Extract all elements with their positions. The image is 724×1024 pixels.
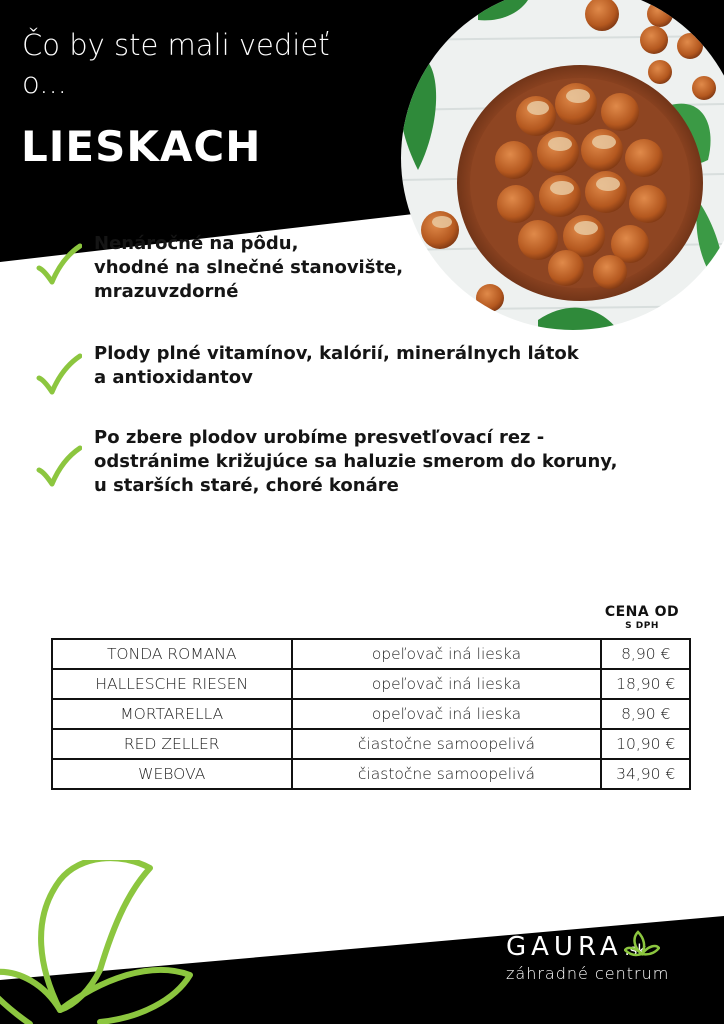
note-cell: opeľovač iná lieska [292,669,602,699]
price-cell: 10,90 € [601,729,690,759]
feature-text: Plody plné vitamínov, kalórií, minerálnych látok a antioxidantov [94,343,579,388]
variety-cell: MORTARELLA [52,699,292,729]
table-row [52,729,690,759]
variety-cell: HALLESCHE RIESEN [52,669,292,699]
note-cell: opeľovač iná lieska [292,639,602,669]
feature-item [36,342,716,426]
table-row [52,759,690,789]
checkmark-icon [36,352,82,398]
table-row [52,699,690,729]
variety-cell: WEBOVA [52,759,292,789]
price-column-header [596,604,688,631]
price-table [51,638,691,790]
note-cell: opeľovač iná lieska [292,699,602,729]
variety-cell: TONDA ROMANA [52,639,292,669]
price-cell: 8,90 € [601,699,690,729]
header-intro: Čo by ste mali vedieť o... [22,28,330,100]
feature-item [36,426,716,510]
table-row [52,639,690,669]
leaf-logo-icon [624,928,660,958]
price-cell: 18,90 € [601,669,690,699]
feature-text: Po zbere plodov urobíme presvetľovací rez - odstránime križujúce sa haluzie smerom do koruny, u starších staré, choré konáre [94,427,618,496]
price-subheader-label: S DPH [625,621,659,631]
logo-word: GAURA [506,932,623,962]
table-row [52,669,690,699]
logo-subtitle: záhradné centrum [506,964,670,983]
feature-item [36,232,716,342]
price-cell: 8,90 € [601,639,690,669]
price-cell: 34,90 € [601,759,690,789]
page-title: LIESKACH [21,122,262,171]
variety-cell: RED ZELLER [52,729,292,759]
feature-text: Nenáročné na pôdu, vhodné na slnečné stanovište, mrazuvzdorné [94,233,404,302]
checkmark-icon [36,444,82,490]
note-cell: čiastočne samoopelivá [292,729,602,759]
gaura-logo[interactable] [506,932,706,983]
logo-tld: .sk [624,941,647,959]
checkmark-icon [36,242,82,288]
note-cell: čiastočne samoopelivá [292,759,602,789]
price-header-label: CENA OD [604,604,680,620]
feature-list [36,232,716,510]
